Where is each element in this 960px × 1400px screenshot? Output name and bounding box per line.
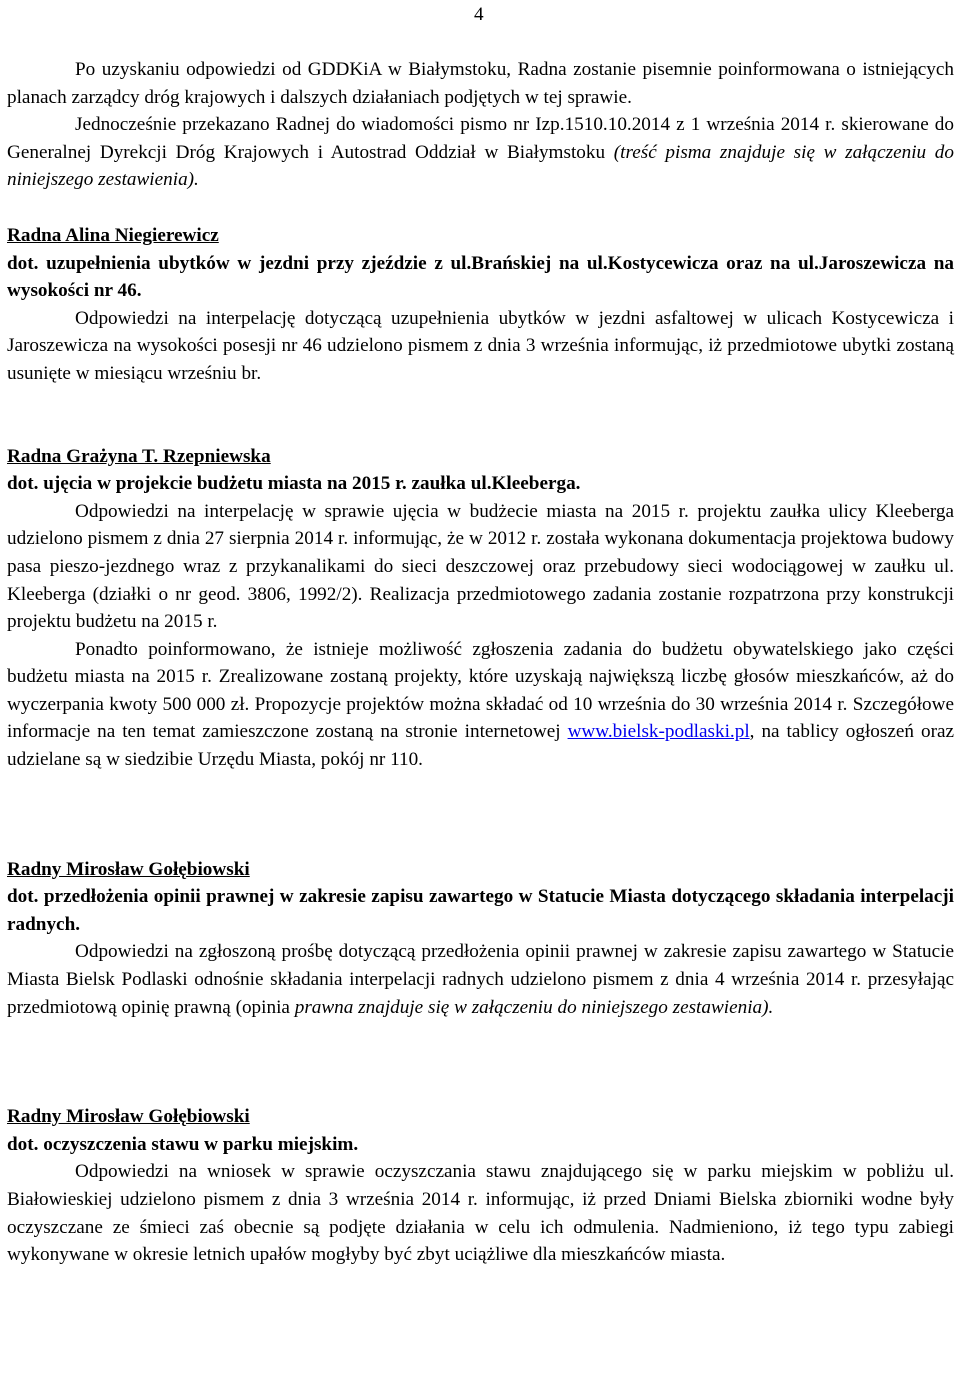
document-body <box>7 56 954 1269</box>
section-2-body-1: Odpowiedzi na interpelację w sprawie ujęcia w budżecie miasta na 2015 r. projektu zaułka ulicy Kleeberga udzielono pismem z dnia 27 sierpnia 2014 r. informując, że w 2012 r. została wykonana dokumentacja projektowa budowy pasa pieszo-jezdnego wraz z przykanalikami do sieci deszczowej oraz przebudowy sieci wodociągowej w zaułku ul. Kleeberga (działki o nr geod. 3806, 1992/2). Realizacja przedmiotowego zadania zostanie rozpatrzona przy konstrukcji projektu budżetu na 2015 r. <box>7 500 954 633</box>
section-1-heading: Radna Alina Niegierewicz <box>7 224 219 246</box>
section-3-body-text: Odpowiedzi na zgłoszoną prośbę dotyczącą przedłożenia opinii prawnej w zakresie zapisu zawartego w Statucie Miasta Bielsk Podlaski odnośnie składania interpelacji radnych udzielono pismem z dnia 4 września 2014 r. przesyłając przedmiotową opinię prawną (opinia <box>7 941 954 1018</box>
page-number: 4 <box>474 4 484 25</box>
intro-paragraph-2-text: Jednocześnie przekazano Radnej do wiadomości pismo nr Izp.1510.10.2014 z 1 września 2014 r. skierowane do Generalnej Dyrekcji Dróg Krajowych i Autostrad Oddział w Białymstoku <box>7 114 954 163</box>
section-4-subject: dot. oczyszczenia stawu w parku miejskim. <box>7 1133 359 1155</box>
intro-paragraph-1: Po uzyskaniu odpowiedzi od GDDKiA w Białymstoku, Radna zostanie pisemnie poinformowana o istniejących planach zarządcy dróg krajowych i dalszych działaniach podjętych w tej sprawie. <box>7 59 954 108</box>
section-4-heading: Radny Mirosław Gołębiowski <box>7 1106 250 1128</box>
website-link[interactable]: www.bielsk-podlaski.pl <box>567 721 750 743</box>
section-2-subject: dot. ujęcia w projekcie budżetu miasta na 2015 r. zaułka ul.Kleeberga. <box>7 473 581 495</box>
section-3-attachment-note: prawna znajduje się w załączeniu do niniejszego zestawienia). <box>294 996 774 1018</box>
section-3-body <box>7 938 954 1021</box>
section-2-body-2-text: Ponadto poinformowano, że istnieje możliwość zgłoszenia zadania do budżetu obywatelskiego jako części budżetu miasta na 2015 r. Zrealizowane zostaną projekty, które uzyskają największą liczbę głosów mieszkańców, aż do wyczerpania kwoty 500 000 zł. Propozycje projektów można składać od 10 września do 30 września 2014 r. Szczegółowe informacje na ten temat zamieszczone zostaną na stronie internetowej <box>7 638 954 743</box>
intro-attachment-note: (treść pisma znajduje się w załączeniu do niniejszego zestawienia). <box>7 141 954 191</box>
section-2-body-2 <box>7 636 954 774</box>
section-1-subject: dot. uzupełnienia ubytków w jezdni przy zjeździe z ul.Brańskiej na ul.Kostycewicza oraz na ul.Jaroszewicza na wysokości nr 46. <box>7 252 954 302</box>
section-1-body: Odpowiedzi na interpelację dotyczącą uzupełnienia ubytków w jezdni asfaltowej w ulicach Kostycewicza i Jaroszewicza na wysokości posesji nr 46 udzielono pismem z dnia 3 września informując, iż przedmiotowe ubytki zostaną usunięte w miesiącu wrześniu br. <box>7 307 954 384</box>
section-3-subject: dot. przedłożenia opinii prawnej w zakresie zapisu zawartego w Statucie Miasta dotyczącego składania interpelacji radnych. <box>7 886 954 935</box>
section-2-heading: Radna Grażyna T. Rzepniewska <box>7 445 271 467</box>
section-2-body-2-tail: , na tablicy ogłoszeń oraz udzielane są w siedzibie Urzędu Miasta, pokój nr 110. <box>7 721 954 771</box>
intro-paragraph-2 <box>7 111 954 194</box>
section-3-heading: Radny Mirosław Gołębiowski <box>7 858 250 880</box>
section-4-body: Odpowiedzi na wniosek w sprawie oczyszczania stawu znajdującego się w parku miejskim w pobliżu ul. Białowieskiej udzielono pismem z dnia 3 września 2014 r. informując, iż przed Dniami Bielska zbiorniki wodne były oczyszczane ze śmieci zaś obecnie są podjęte działania w celu ich odmulenia. Nadmieniono, iż tego typu zabiegi wykonywane w okresie letnich upałów mogłyby być zbyt uciążliwe dla mieszkańców miasta. <box>7 1161 954 1266</box>
